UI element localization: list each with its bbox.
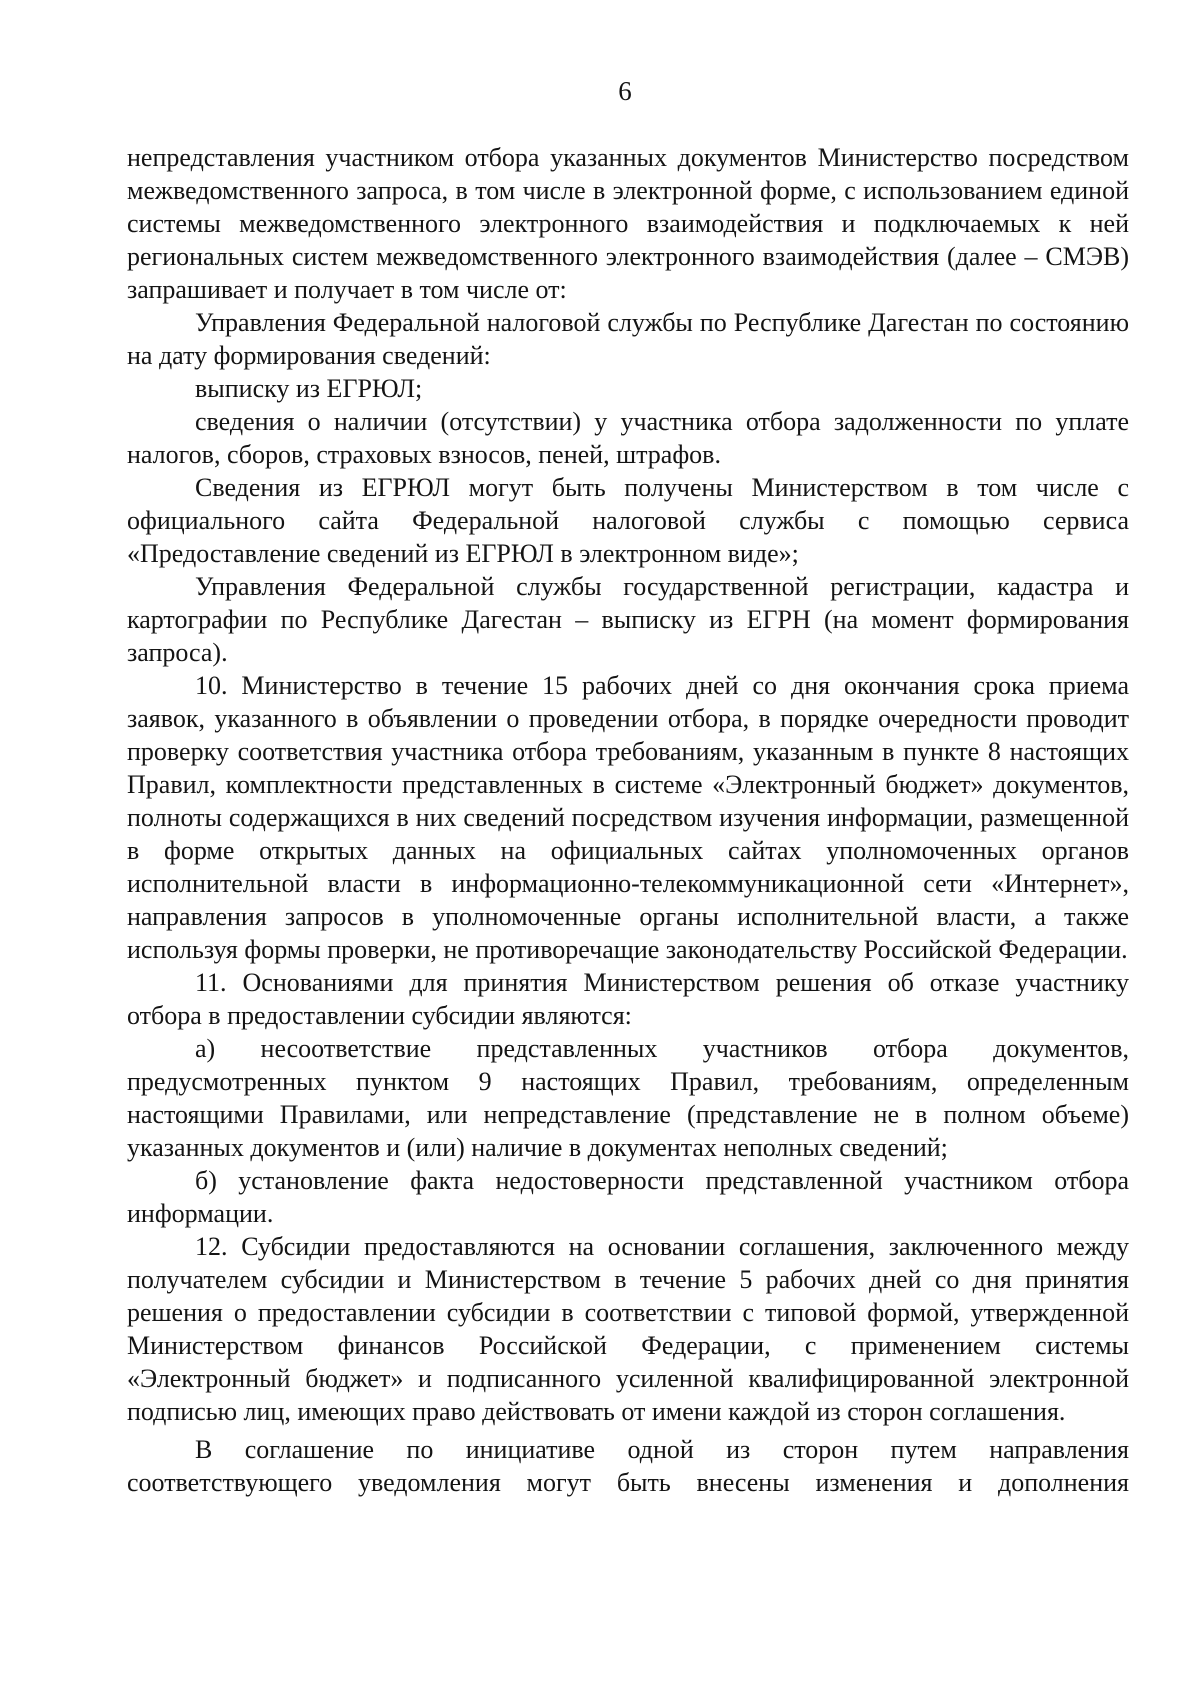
paragraph-agreement-changes: В соглашение по инициативе одной из сторон путем направления соответствующего уведомления могут быть внесены изменения и дополнения	[127, 1435, 1129, 1497]
paragraph-item-11-a: а) несоответствие представленных участников отбора документов, предусмотренных пунктом 9 настоящих Правил, требованиям, определенным настоящими Правилами, или непредставление (представление не в полном объеме) указанных документов и (или) наличие в документах неполных сведений;	[127, 1034, 1129, 1162]
paragraph-egrul-website: Сведения из ЕГРЮЛ могут быть получены Министерством в том числе с официального сайта Федеральной налоговой службы с помощью сервиса «Предоставление сведений из ЕГРЮЛ в электронном виде»;	[127, 473, 1129, 568]
paragraph-item-10: 10. Министерство в течение 15 рабочих дней со дня окончания срока приема заявок, указанного в объявлении о проведении отбора, в порядке очередности проводит проверку соответствия участника отбора требованиям, указанным в пункте 8 настоящих Правил, комплектности представленных в системе «Электронный бюджет» документов, полноты содержащихся в них сведений посредством изучения информации, размещенной в форме открытых данных на официальных сайтах уполномоченных органов исполнительной власти в информационно-телекоммуникационной сети «Интернет», направления запросов в уполномоченные органы исполнительной власти, а также используя формы проверки, не противоречащие законодательству Российской Федерации.	[127, 671, 1129, 964]
paragraph-item-11-b: б) установление факта недостоверности представленной участником отбора информации.	[127, 1166, 1129, 1228]
page-number: 6	[618, 76, 632, 106]
paragraph-smev-request: непредставления участником отбора указанных документов Министерство посредством межведомственного запроса, в том числе в электронной форме, с использованием единой системы межведомственного электронного взаимодействия и подключаемых к ней региональных систем межведомственного электронного взаимодействия (далее – СМЭВ) запрашивает и получает в том числе от:	[127, 143, 1129, 304]
paragraph-egrul-extract: выписку из ЕГРЮЛ;	[195, 374, 423, 403]
paragraph-tax-debt-info: сведения о наличии (отсутствии) у участника отбора задолженности по уплате налогов, сборов, страховых взносов, пеней, штрафов.	[127, 407, 1129, 469]
document-body	[127, 141, 1129, 1499]
paragraph-rosreestr: Управления Федеральной службы государственной регистрации, кадастра и картографии по Республике Дагестан – выписку из ЕГРН (на момент формирования запроса).	[127, 572, 1129, 667]
paragraph-item-12: 12. Субсидии предоставляются на основании соглашения, заключенного между получателем субсидии и Министерством в течение 5 рабочих дней со дня принятия решения о предоставлении субсидии в соответствии с типовой формой, утвержденной Министерством финансов Российской Федерации, с применением системы «Электронный бюджет» и подписанного усиленной квалифицированной электронной подписью лиц, имеющих право действовать от имени каждой из сторон соглашения.	[127, 1232, 1129, 1426]
paragraph-fns-directorate: Управления Федеральной налоговой службы по Республике Дагестан по состоянию на дату формирования сведений:	[127, 308, 1129, 370]
paragraph-item-11: 11. Основаниями для принятия Министерством решения об отказе участнику отбора в предоставлении субсидии являются:	[127, 968, 1129, 1030]
